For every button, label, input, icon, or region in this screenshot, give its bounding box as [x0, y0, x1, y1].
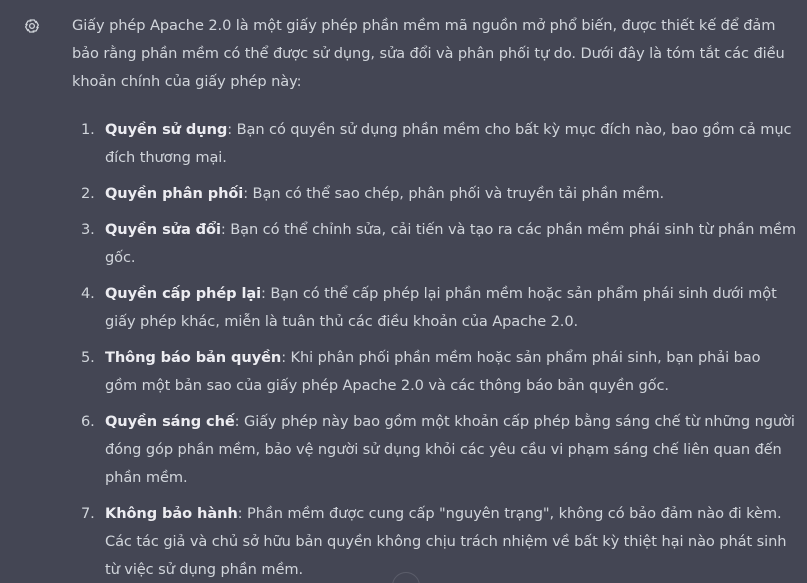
list-number: 5. [81, 349, 95, 366]
list-number: 4. [81, 285, 95, 302]
list-text: : Khi phân phối phần mềm hoặc sản phẩm phái sinh, bạn phải bao gồm một bản sao của giấy phép Apache 2.0 và các thông báo bản quyền gốc. [105, 349, 761, 394]
list-text: : Giấy phép này bao gồm một khoản cấp phép bằng sáng chế từ những người đóng góp phần mềm, bảo vệ người sử dụng khỏi các yêu cầu vi phạm sáng chế liên quan đến phần mềm. [105, 413, 795, 486]
list-item [72, 344, 797, 400]
list-term: Thông báo bản quyền [105, 349, 282, 366]
list-term: Quyền phân phối [105, 185, 244, 202]
list-number: 6. [81, 413, 95, 430]
list-term: Quyền cấp phép lại [105, 285, 262, 302]
list-item [72, 280, 797, 336]
list-term: Quyền sáng chế [105, 413, 235, 430]
list-item [72, 180, 797, 208]
list-item [72, 500, 797, 583]
list-term: Không bảo hành [105, 505, 238, 522]
message-content [72, 12, 797, 583]
list-number: 1. [81, 121, 95, 138]
list-text: : Phần mềm được cung cấp "nguyên trạng", không có bảo đảm nào đi kèm. Các tác giả và chủ sở hữu bản quyền không chịu trách nhiệm về bất kỳ thiệt hại nào phát sinh từ việc sử dụng phần mềm. [105, 505, 787, 578]
terms-list [72, 116, 797, 583]
list-term: Quyền sửa đổi [105, 221, 221, 238]
list-item [72, 216, 797, 272]
openai-logo-icon [17, 11, 47, 41]
list-text: : Bạn có thể sao chép, phân phối và truyền tải phần mềm. [243, 185, 665, 202]
message-intro: Giấy phép Apache 2.0 là một giấy phép phần mềm mã nguồn mở phổ biến, được thiết kế để đảm bảo rằng phần mềm có thể được sử dụng, sửa đổi và phân phối tự do. Dưới đây là tóm tắt các điều khoản chính của giấy phép này: [72, 17, 785, 90]
list-text: : Bạn có thể chỉnh sửa, cải tiến và tạo ra các phần mềm phái sinh từ phần mềm gốc. [105, 221, 796, 266]
list-number: 3. [81, 221, 95, 238]
list-item [72, 408, 797, 492]
list-item [72, 116, 797, 172]
list-number: 2. [81, 185, 95, 202]
list-number: 7. [81, 505, 95, 522]
list-term: Quyền sử dụng [105, 121, 228, 138]
list-text: : Bạn có thể cấp phép lại phần mềm hoặc sản phẩm phái sinh dưới một giấy phép khác, miễn là tuân thủ các điều khoản của Apache 2.0. [105, 285, 777, 330]
list-text: : Bạn có quyền sử dụng phần mềm cho bất kỳ mục đích nào, bao gồm cả mục đích thương mại. [105, 121, 792, 166]
